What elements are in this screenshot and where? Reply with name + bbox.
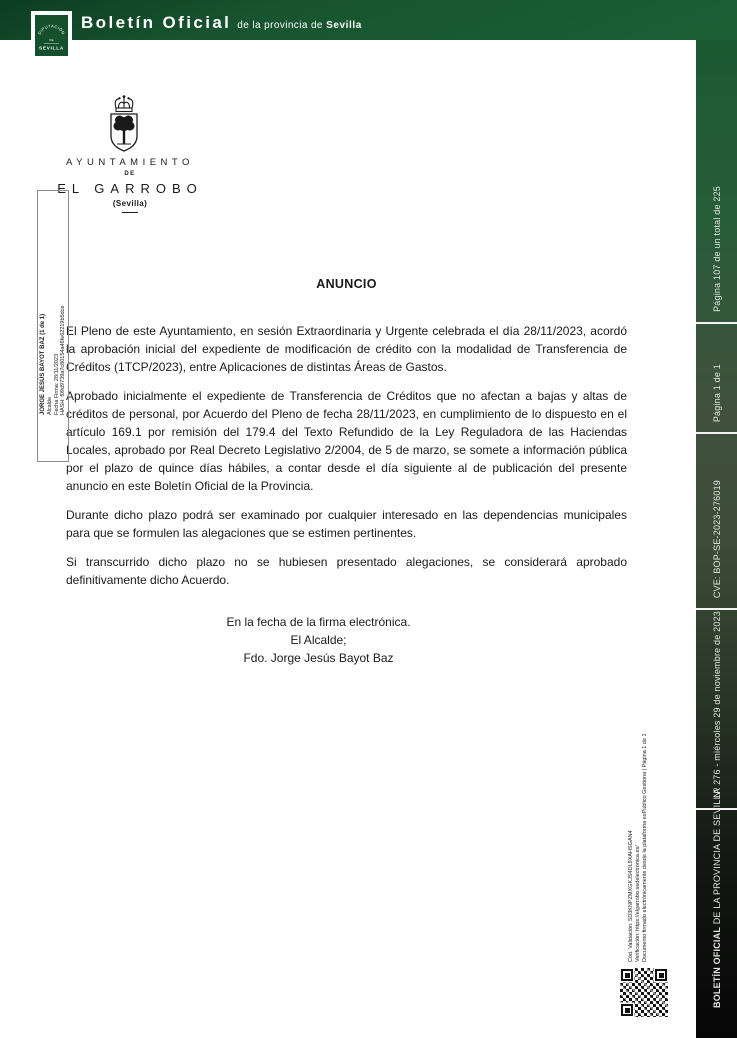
bulletin-label-rest: DE LA PROVINCIA DE SEVILLA [711, 788, 722, 927]
municipality-line3: EL GARROBO [57, 181, 203, 196]
masthead [81, 13, 362, 33]
bulletin-label-bold: BOLETÍN OFICIAL [711, 927, 722, 1008]
diputacion-seal-icon [35, 15, 68, 56]
validation-code: Cód. Validación: 5D3KNPZMXGKJS4DL9XAHSGAN4 [628, 830, 634, 962]
paragraph-3: Durante dicho plazo podrá ser examinado por cualquier interesado en las dependencias municipales para que se formulen las alegaciones que se estimen pertinentes. [66, 508, 627, 540]
bulletin-label [712, 788, 722, 1008]
signature-block [66, 613, 571, 667]
sidebar-section-cve [696, 432, 737, 608]
municipality-line2: DE [124, 171, 136, 177]
bulletin-subtitle-city: Sevilla [326, 20, 362, 31]
municipality-line1: AYUNTAMIENTO [66, 157, 194, 168]
sidebar-section-page-total [696, 40, 737, 322]
coat-of-arms-icon [104, 93, 144, 157]
cve-label: CVE: BOP-SE-2023-276019 [711, 479, 722, 598]
paragraph-2: Aprobado inicialmente el expediente de Transferencia de Créditos que no afectan a bajas y altas de créditos de personal, por Acuerdo del Pleno de fecha 28/11/2023, en cumplimiento de lo dispuesto en el artículo 169.1 por remisión del 179.4 del Texto Refundido de la Ley Reguladora de las Haciendas Locales, aprobado por Real Decreto Legislativo 2/2004, de 5 de marzo, se somete a información pública por el plazo de quince días hábiles, a contar desde el día siguiente al de publicación del presente anuncio en este Boletín Oficial de la Provincia. [66, 389, 627, 493]
stamp-sign-date: Fecha Firma: 28/11/2023 [53, 353, 60, 415]
verification-footer [628, 642, 653, 962]
sidebar [696, 40, 737, 1038]
stamp-signer-role: Alcalde [47, 396, 53, 415]
page-label: Página 1 de 1 [711, 363, 722, 422]
page-total-label: Página 107 de un total de 225 [711, 186, 722, 312]
verification-url: Verificación: https://elgarrobo.sedelectronica.es/ [635, 845, 642, 962]
sidebar-section-issue [696, 608, 737, 808]
diputacion-logo [31, 11, 72, 60]
logo-arc-text: DIPUTACIÓN [36, 23, 67, 36]
bulletin-subtitle: de la provincia de [237, 20, 323, 31]
sidebar-section-page [696, 322, 737, 432]
qr-finder-icon [621, 1004, 633, 1016]
bulletin-title: Boletín Oficial [81, 13, 232, 32]
qr-finder-icon [621, 969, 633, 981]
stamp-hash: HASH: f09d9739a7c80154a46fe62219b5dce [60, 305, 66, 415]
signature-line3: Fdo. Jorge Jesús Bayot Baz [243, 651, 394, 665]
paragraph-1: El Pleno de este Ayuntamiento, en sesión Extraordinaria y Urgente celebrada el día 28/11/2023, acordó la aprobación inicial del expediente de modificación de crédito con la modalidad de Transferencia de Créditos (1TCP/2023), entre Aplicaciones de distintas Áreas de Gastos. [66, 324, 627, 374]
issue-label: Nº 276 - miércoles 29 de noviembre de 2023 [711, 611, 722, 798]
signature-line1: En la fecha de la firma electrónica. [226, 615, 411, 629]
logo-de-text: DE [49, 38, 54, 42]
sidebar-section-bulletin [696, 788, 737, 1038]
signature-stamp-text [40, 252, 67, 415]
stamp-signer-name: JORGE JESÚS BAYOT BAZ (1 de 1) [40, 313, 46, 415]
qr-finder-icon [655, 969, 667, 981]
paragraph-4: Si transcurrido dicho plazo no se hubiesen presentado alegaciones, se considerará aprobado definitivamente dicho Acuerdo. [66, 555, 627, 587]
signature-line2: El Alcalde; [290, 633, 347, 647]
logo-sevilla-text: SEVILLA [39, 45, 64, 51]
document-content [66, 277, 627, 667]
anuncio-heading: ANUNCIO [316, 277, 377, 291]
platform-note: Documento firmado electrónicamente desde la plataforma esPublico Gestiona | Página 1 de 1 [642, 733, 649, 962]
municipality-rule [122, 212, 138, 213]
municipality-line4: (Sevilla) [112, 199, 148, 208]
qr-code [620, 968, 668, 1017]
